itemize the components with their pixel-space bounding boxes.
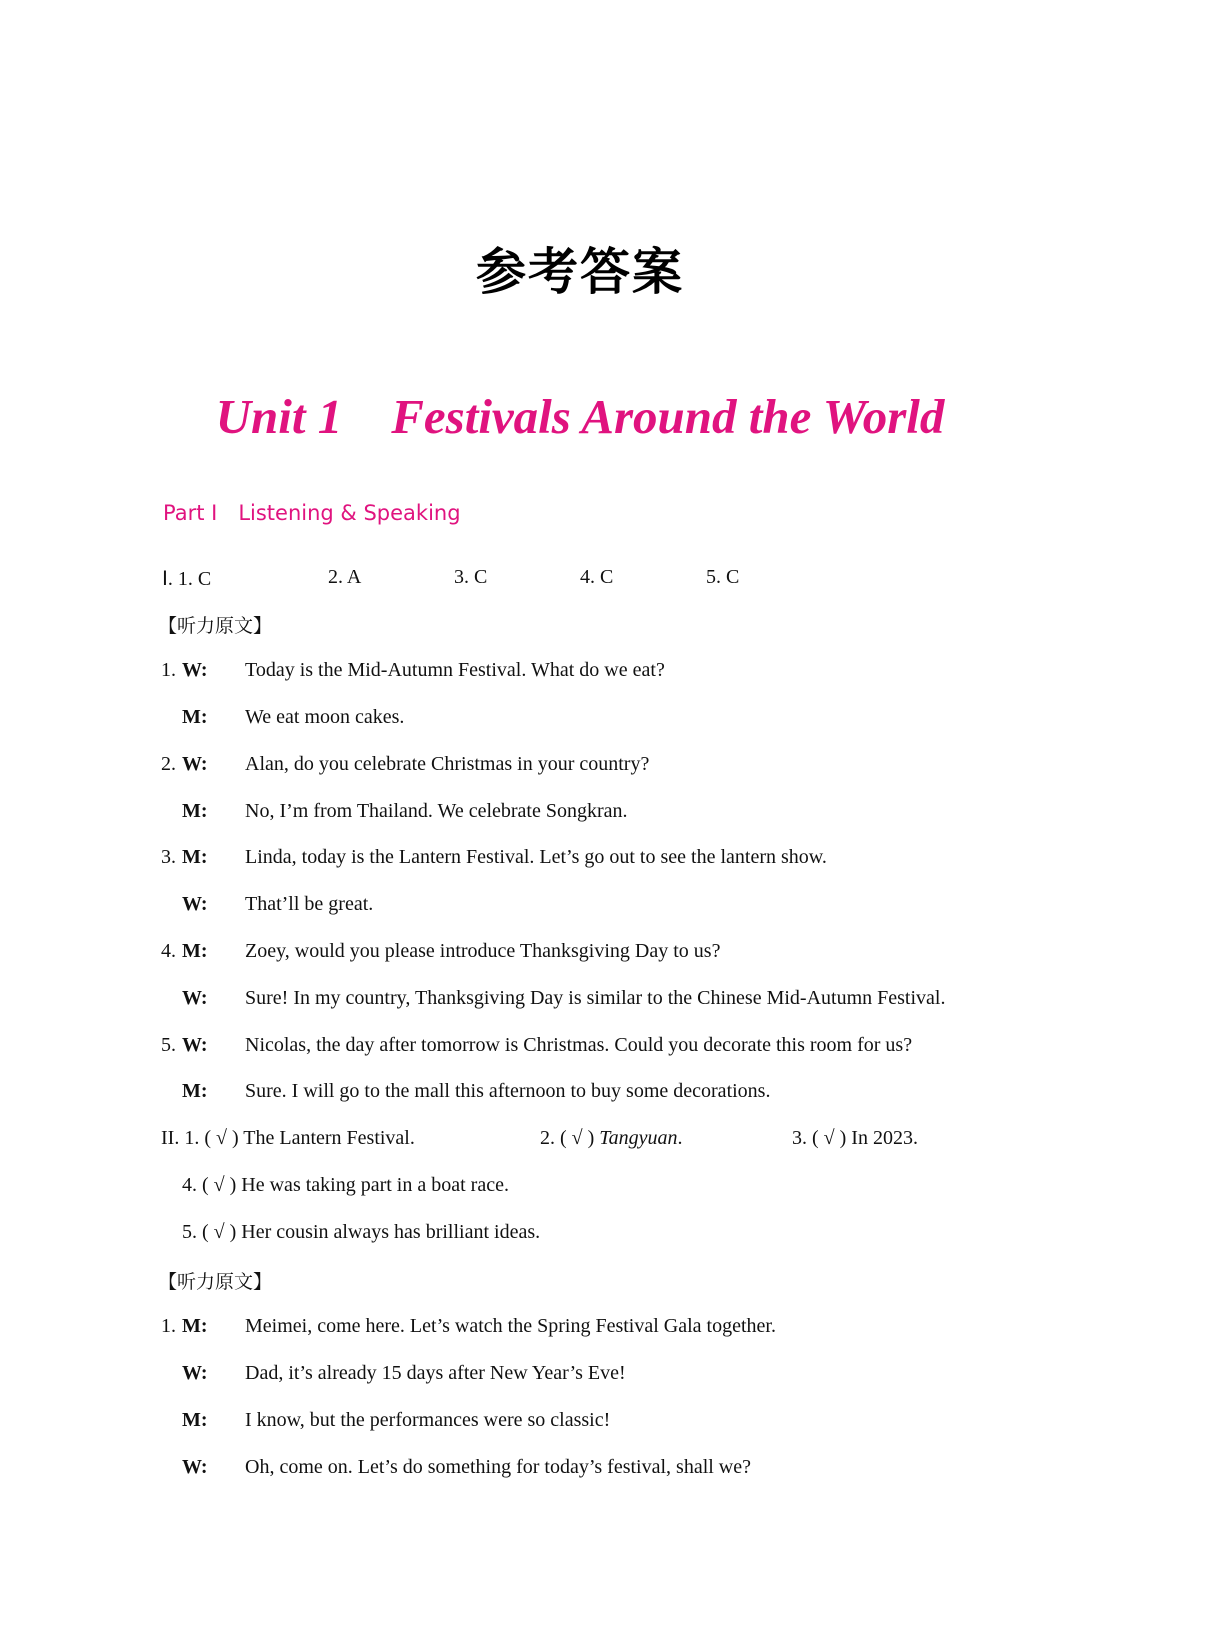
answer-1: Ⅰ. 1. C [162,568,212,590]
line-text: I know, but the performances were so classic! [245,1409,611,1431]
speaker: W: [182,987,208,1009]
speaker: M: [182,940,208,962]
speaker: M: [182,1080,208,1102]
line-text: Nicolas, the day after tomorrow is Christmas. Could you decorate this room for us? [245,1034,913,1056]
line-number: 4. [161,940,176,962]
line-number: 1. [161,1315,176,1337]
speaker: W: [182,1034,208,1056]
answer-2-1: II. 1. ( √ ) The Lantern Festival. [161,1127,415,1149]
speaker: W: [182,893,208,915]
page-title: 参考答案 [476,242,684,301]
speaker: W: [182,659,208,681]
line-number: 1. [161,659,176,681]
unit-title: Unit 1 Festivals Around the World [215,389,945,444]
speaker: W: [182,1362,208,1384]
speaker: W: [182,753,208,775]
answer-2: 2. A [328,566,362,588]
speaker: W: [182,1456,208,1478]
answer-2-4: 4. ( √ ) He was taking part in a boat race. [182,1174,509,1196]
answer-3: 3. C [454,566,488,588]
part-title: Part Ⅰ Listening & Speaking [163,501,461,525]
speaker: M: [182,800,208,822]
line-text: Meimei, come here. Let’s watch the Spring Festival Gala together. [245,1315,776,1337]
answer-5: 5. C [706,566,740,588]
answer-2-2-prefix: 2. ( √ ) [540,1127,600,1149]
line-text: Sure. I will go to the mall this afternoon to buy some decorations. [245,1080,771,1102]
line-text: No, I’m from Thailand. We celebrate Songkran. [245,800,628,822]
transcript-label-2: 【听力原文】 [158,1271,273,1293]
line-text: That’ll be great. [245,893,374,915]
answer-2-2-italic: Tangyuan [599,1127,678,1149]
line-text: Zoey, would you please introduce Thanksgiving Day to us? [245,940,721,962]
line-text: Linda, today is the Lantern Festival. Let’s go out to see the lantern show. [245,846,827,868]
answer-2-2 [540,1127,682,1150]
answer-2-3: 3. ( √ ) In 2023. [792,1127,918,1149]
line-number: 5. [161,1034,176,1056]
line-text: Today is the Mid-Autumn Festival. What do we eat? [245,659,665,681]
line-number: 2. [161,753,176,775]
transcript-label: 【听力原文】 [158,615,273,637]
line-text: Sure! In my country, Thanksgiving Day is similar to the Chinese Mid-Autumn Festival. [245,987,946,1009]
speaker: M: [182,846,208,868]
answer-4: 4. C [580,566,614,588]
speaker: M: [182,1315,208,1337]
answer-2-2-suffix: . [677,1127,683,1149]
speaker: M: [182,706,208,728]
answer-2-5: 5. ( √ ) Her cousin always has brilliant ideas. [182,1221,541,1243]
line-number: 3. [161,846,176,868]
line-text: Alan, do you celebrate Christmas in your country? [245,753,650,775]
line-text: Dad, it’s already 15 days after New Year’s Eve! [245,1362,626,1384]
speaker: M: [182,1409,208,1431]
line-text: We eat moon cakes. [245,706,405,728]
line-text: Oh, come on. Let’s do something for today’s festival, shall we? [245,1456,752,1478]
